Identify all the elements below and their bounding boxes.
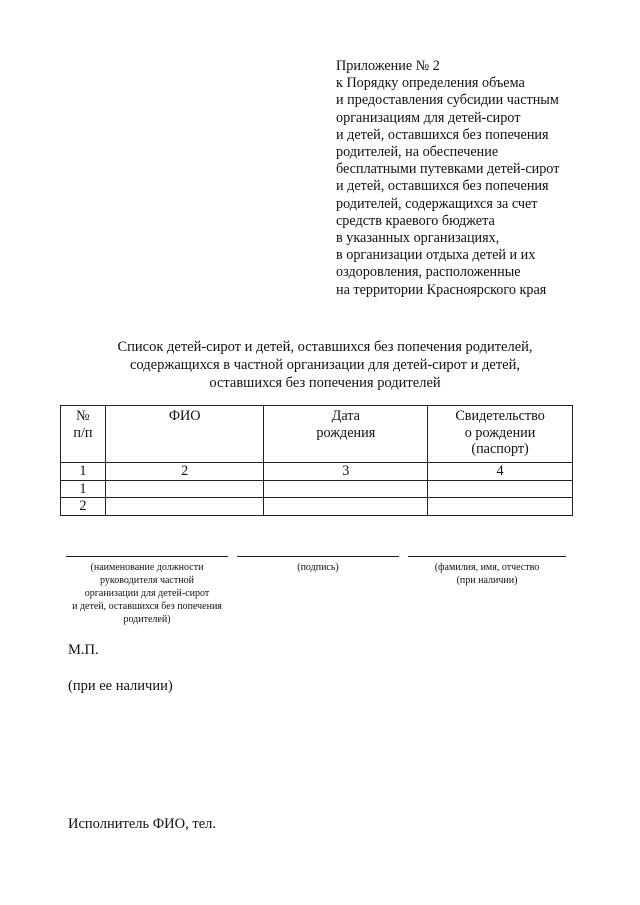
appendix-line: в указанных организациях, <box>336 230 500 247</box>
cell-certificate <box>428 498 573 516</box>
table-header-row <box>61 406 573 463</box>
appendix-line: средств краевого бюджета <box>336 212 495 229</box>
title-line: оставшихся без попечения родителей <box>209 375 441 391</box>
appendix-block <box>336 58 636 299</box>
header-birth-date: Дата рождения <box>264 406 428 463</box>
cell-birth-date: 3 <box>264 463 428 481</box>
name-signature-line <box>408 556 566 557</box>
appendix-line: бесплатными путевками детей-сирот <box>336 161 560 178</box>
cell-number: 1 <box>61 480 106 498</box>
cell-number: 1 <box>61 463 106 481</box>
table-row <box>61 463 573 481</box>
appendix-line: в организации отдыха детей и их <box>336 247 536 264</box>
signature-caption: (подпись) <box>297 562 339 573</box>
cell-full-name <box>105 498 264 516</box>
document-title <box>60 338 590 392</box>
appendix-line: организациям для детей-сирот <box>336 109 521 126</box>
cell-full-name <box>105 480 264 498</box>
cell-full-name: 2 <box>105 463 264 481</box>
title-line: содержащихся в частной организации для детей-сирот и детей, <box>129 357 520 373</box>
position-signature-line <box>66 556 228 557</box>
appendix-line: Приложение № 2 <box>336 58 440 74</box>
appendix-line: и детей, оставшихся без попечения <box>336 178 549 195</box>
executor-line: Исполнитель ФИО, тел. <box>68 816 217 832</box>
children-table <box>60 405 573 516</box>
appendix-line: на территории Красноярского края <box>336 281 547 298</box>
table-row <box>61 498 573 516</box>
table-row <box>61 480 573 498</box>
appendix-line: родителей, содержащихся за счет <box>336 195 538 212</box>
appendix-line: оздоровления, расположенные <box>336 264 521 281</box>
cell-certificate: 4 <box>428 463 573 481</box>
position-caption: (наименование должности руководителя частной организации для детей-сирот и детей, оставшихся без попечения родителей) <box>72 562 222 625</box>
cell-birth-date <box>264 480 428 498</box>
stamp-label: М.П. <box>68 642 99 658</box>
appendix-line: родителей, на обеспечение <box>336 144 499 161</box>
appendix-line: к Порядку определения объема <box>336 75 525 92</box>
stamp-note: (при ее наличии) <box>68 678 173 694</box>
name-caption: (фамилия, имя, отчество (при наличии) <box>434 562 540 586</box>
cell-certificate <box>428 480 573 498</box>
table-body <box>61 463 573 516</box>
cell-number: 2 <box>61 498 106 516</box>
appendix-line: и детей, оставшихся без попечения <box>336 126 549 143</box>
header-number: № п/п <box>61 406 106 463</box>
signature-line <box>237 556 399 557</box>
header-certificate: Свидетельство о рождении (паспорт) <box>428 406 573 463</box>
cell-birth-date <box>264 498 428 516</box>
header-full-name: ФИО <box>105 406 264 463</box>
appendix-line: и предоставления субсидии частным <box>336 92 559 109</box>
title-line: Список детей-сирот и детей, оставшихся без попечения родителей, <box>117 339 533 355</box>
